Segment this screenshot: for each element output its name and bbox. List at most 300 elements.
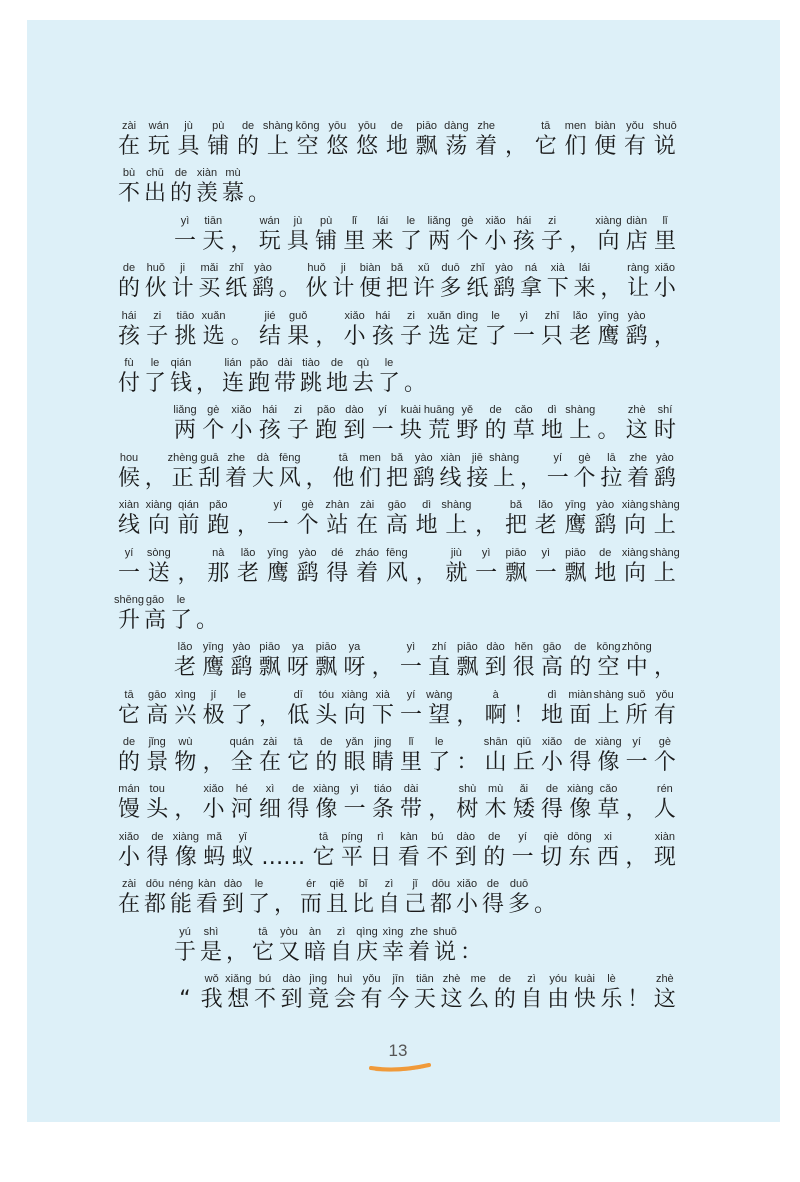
pinyin: yōu [328, 120, 347, 132]
hanzi: 老 [534, 513, 557, 539]
hanzi: 个 [573, 465, 596, 491]
punctuation-mark: 。 [230, 323, 253, 349]
text-line [114, 592, 677, 639]
pinyin: xiǎo [485, 214, 506, 227]
character-with-pinyin [399, 213, 423, 255]
pinyin: zhè [627, 404, 646, 417]
punctuation-mark: ， [230, 228, 253, 254]
character-with-pinyin [314, 687, 338, 729]
hanzi: 上 [445, 513, 468, 539]
punctuation-mark: ， [504, 134, 527, 159]
character-with-pinyin [568, 687, 592, 729]
pinyin: yīng [565, 499, 586, 512]
pinyin: de [320, 736, 333, 749]
text-line [117, 260, 677, 307]
hanzi: 的 [117, 750, 140, 776]
hanzi: 玩 [147, 134, 170, 159]
character-with-pinyin [358, 260, 382, 302]
punctuation-mark: ， [456, 702, 479, 728]
pinyin: bǎ [390, 451, 404, 464]
pinyin: kōng [596, 641, 621, 654]
pinyin: jù [293, 214, 303, 227]
character-with-pinyin [621, 639, 652, 681]
pinyin: de [292, 783, 305, 796]
character-with-pinyin [371, 781, 395, 823]
character-with-pinyin [493, 971, 517, 1013]
hanzi: 老 [569, 323, 592, 349]
character-with-pinyin [455, 876, 479, 918]
character-with-pinyin [206, 118, 230, 160]
character-with-pinyin [399, 734, 423, 776]
pinyin: yí [553, 451, 563, 464]
hanzi: 不 [426, 844, 449, 870]
punctuation [512, 687, 536, 729]
pinyin: zì [336, 925, 346, 938]
pinyin: yào [298, 546, 317, 559]
hanzi: 跑 [207, 513, 230, 539]
hanzi: 比 [351, 892, 374, 918]
character-with-pinyin [117, 781, 141, 823]
character-with-pinyin [625, 308, 649, 350]
character-with-pinyin [343, 308, 367, 350]
character-with-pinyin [546, 260, 570, 302]
pinyin: yào [596, 499, 615, 512]
hanzi: 来 [573, 276, 596, 302]
pinyin: yōu [358, 120, 376, 132]
character-with-pinyin [540, 308, 564, 350]
pinyin: jing [374, 736, 392, 749]
character-with-pinyin [329, 924, 353, 966]
hanzi: 里 [400, 750, 423, 776]
punctuation [229, 213, 253, 255]
pinyin: kōng [295, 120, 320, 132]
character-with-pinyin [599, 450, 623, 492]
character-with-pinyin [465, 260, 489, 302]
punctuation-mark: 。 [597, 418, 620, 444]
character-with-pinyin [429, 876, 453, 918]
character-with-pinyin [653, 687, 677, 729]
character-with-pinyin [534, 545, 558, 587]
hanzi: 一 [399, 655, 422, 681]
character-with-pinyin [258, 639, 282, 681]
text-line [117, 450, 677, 497]
hanzi: 在 [117, 134, 140, 159]
character-with-pinyin [286, 213, 310, 255]
pinyin: shuō [652, 120, 677, 132]
pinyin: dé [331, 546, 344, 559]
pinyin: piāo [565, 546, 586, 559]
hanzi: 结 [259, 323, 282, 349]
hanzi: 不 [253, 987, 276, 1013]
pinyin: zì [527, 973, 536, 986]
character-with-pinyin [117, 355, 141, 397]
character-with-pinyin [143, 592, 167, 634]
character-with-pinyin [427, 639, 451, 681]
character-with-pinyin [145, 687, 169, 729]
pinyin: zhǐ [470, 262, 485, 275]
hanzi: 切 [540, 844, 563, 870]
pinyin: dì [422, 499, 432, 512]
pinyin: xiàn [118, 499, 140, 512]
character-with-pinyin [342, 639, 366, 681]
punctuation-mark: ！ [627, 987, 650, 1013]
pinyin: xiàng [621, 546, 649, 559]
character-with-pinyin [413, 971, 437, 1013]
pinyin: pǎo [316, 404, 336, 417]
punctuation [177, 545, 201, 587]
pinyin: xiǎo [654, 262, 676, 275]
pinyin: de [122, 736, 136, 749]
text-line [117, 355, 677, 402]
character-with-pinyin [201, 213, 225, 255]
character-with-pinyin [305, 260, 329, 302]
character-with-pinyin [600, 971, 624, 1013]
pinyin: ya [348, 641, 361, 654]
pinyin: yào [254, 262, 272, 275]
hanzi: 下 [546, 276, 569, 302]
pinyin: yì [406, 641, 416, 654]
character-with-pinyin [277, 924, 301, 966]
punctuation [371, 639, 395, 681]
hanzi: 又 [277, 939, 300, 965]
hanzi: 慕 [221, 181, 244, 207]
pinyin: xuǎn [427, 309, 452, 322]
hanzi: 向 [624, 513, 647, 539]
hanzi: 野 [456, 418, 479, 444]
character-with-pinyin [173, 213, 197, 255]
hanzi: 上 [493, 465, 516, 491]
pinyin: zhèng [167, 451, 198, 464]
hanzi: 孩 [117, 323, 140, 349]
punctuation-mark: 。 [403, 370, 426, 396]
hanzi: 天 [202, 228, 225, 254]
character-with-pinyin [343, 687, 367, 729]
text-line [117, 545, 680, 592]
pinyin: yào [414, 451, 433, 464]
character-with-pinyin [626, 450, 650, 492]
hanzi: 个 [296, 513, 319, 539]
character-with-pinyin [512, 213, 536, 255]
hanzi: 纸 [466, 276, 489, 302]
punctuation-mark: ， [259, 702, 282, 728]
character-with-pinyin [143, 876, 167, 918]
hanzi: 送 [147, 560, 170, 586]
character-with-pinyin [593, 118, 617, 160]
pinyin: fēng [279, 451, 301, 464]
hanzi: 细 [259, 797, 282, 823]
pinyin: zhí [431, 641, 447, 654]
hanzi: 刮 [198, 465, 221, 491]
hanzi: 今 [387, 987, 410, 1013]
pinyin: yào [232, 641, 251, 654]
hanzi: 孩 [371, 323, 394, 349]
hanzi: 小 [484, 228, 507, 254]
character-with-pinyin [197, 260, 221, 302]
hanzi: 一 [400, 702, 423, 728]
character-with-pinyin [360, 971, 384, 1013]
pinyin: à [492, 688, 499, 701]
character-with-pinyin [343, 734, 367, 776]
character-with-pinyin [484, 734, 508, 776]
character-with-pinyin [173, 734, 197, 776]
character-with-pinyin [371, 402, 395, 444]
pinyin: de [498, 973, 511, 986]
hanzi: 便 [359, 276, 382, 302]
pinyin: huāng [423, 404, 455, 417]
punctuation-mark: ！ [512, 702, 535, 728]
pinyin: shàng [262, 120, 293, 132]
hanzi: 那 [207, 560, 230, 586]
hanzi: 孩 [258, 418, 281, 444]
character-with-pinyin [258, 213, 282, 255]
pinyin: qián [170, 356, 192, 369]
pinyin: jiē [471, 451, 483, 464]
hanzi: 高 [541, 655, 564, 681]
pinyin: de [488, 830, 501, 843]
pinyin: cǎo [599, 783, 618, 796]
hanzi: 全 [230, 750, 253, 776]
pinyin: yǎn [345, 736, 364, 749]
pinyin: qiè [543, 830, 559, 843]
hanzi: 了 [428, 750, 451, 776]
pinyin: bú [431, 830, 444, 843]
hanzi: 定 [456, 323, 479, 349]
hanzi: 线 [439, 465, 462, 491]
character-with-pinyin [484, 687, 508, 729]
punctuation-mark: ， [653, 323, 676, 349]
hanzi: 到 [454, 844, 477, 870]
character-with-pinyin [167, 450, 198, 492]
hanzi: 所 [625, 702, 648, 728]
hanzi: 它 [117, 702, 140, 728]
character-with-pinyin [355, 118, 379, 160]
character-with-pinyin [653, 971, 677, 1013]
pinyin: kuài [400, 404, 421, 417]
character-with-pinyin [433, 924, 457, 966]
pinyin: yì [180, 214, 190, 227]
pinyin: tiāo [176, 309, 195, 322]
character-with-pinyin [325, 876, 349, 918]
pinyin: xià [550, 262, 565, 275]
character-with-pinyin [653, 118, 677, 160]
hanzi: 去 [351, 370, 374, 396]
hanzi: 的 [569, 655, 592, 681]
character-with-pinyin [351, 876, 375, 918]
hanzi: 面 [569, 702, 592, 728]
character-with-pinyin [230, 687, 254, 729]
character-with-pinyin [200, 971, 224, 1013]
character-with-pinyin [484, 402, 508, 444]
punctuation [455, 734, 479, 776]
hanzi: 飘 [258, 655, 281, 681]
hanzi: 条 [371, 797, 394, 823]
character-with-pinyin [117, 260, 141, 302]
hanzi: 玩 [258, 228, 281, 254]
character-with-pinyin [351, 355, 375, 397]
hanzi: 上 [569, 418, 592, 444]
pinyin: dào [456, 830, 475, 843]
character-with-pinyin [258, 781, 282, 823]
pinyin: de [330, 356, 344, 369]
pinyin: miàn [568, 688, 593, 701]
pinyin: lǎo [240, 546, 256, 559]
pinyin: yí [124, 546, 134, 559]
pinyin: kàn [400, 830, 418, 843]
hanzi: 头 [315, 702, 338, 728]
hanzi: 飘 [315, 655, 338, 681]
character-with-pinyin [520, 971, 544, 1013]
hanzi: 说 [653, 134, 676, 159]
character-with-pinyin [653, 734, 677, 776]
punctuation [626, 971, 650, 1013]
pinyin: diàn [626, 214, 648, 227]
character-with-pinyin [377, 876, 401, 918]
character-with-pinyin [399, 308, 423, 350]
character-with-pinyin [325, 118, 349, 160]
character-with-pinyin [504, 545, 528, 587]
hanzi: 线 [117, 513, 140, 539]
character-with-pinyin [251, 450, 275, 492]
character-with-pinyin [258, 308, 282, 350]
hanzi: 铺 [315, 228, 338, 254]
pinyin: àn [308, 925, 322, 938]
hanzi: 树 [456, 797, 479, 823]
hanzi: 山 [484, 750, 507, 776]
punctuation [597, 402, 621, 444]
hanzi: 的 [169, 181, 192, 207]
punctuation-mark: ， [519, 465, 542, 491]
character-with-pinyin [512, 734, 536, 776]
hanzi: 说 [433, 939, 456, 965]
punctuation [314, 308, 338, 350]
hanzi: 的 [237, 134, 260, 159]
character-with-pinyin [573, 260, 597, 302]
pinyin: píng [341, 830, 363, 843]
hanzi: 得 [569, 750, 592, 776]
pinyin: zhè [655, 973, 674, 986]
hanzi: 子 [400, 323, 423, 349]
pinyin: yú [179, 925, 191, 938]
pinyin: xiàng [145, 499, 172, 512]
character-with-pinyin [440, 971, 464, 1013]
hanzi: 风 [385, 560, 408, 586]
hanzi: 一 [117, 560, 140, 586]
hanzi: 一 [343, 797, 366, 823]
character-with-pinyin [626, 260, 650, 302]
pinyin: gāo [387, 499, 407, 512]
hanzi: 一 [512, 323, 535, 349]
pinyin: de [241, 120, 255, 132]
pinyin: guǒ [289, 309, 308, 322]
pinyin: ǎi [519, 783, 529, 796]
punctuation [225, 924, 249, 966]
pinyin: jù [184, 120, 193, 132]
character-with-pinyin [258, 734, 282, 776]
pinyin: gè [461, 214, 474, 227]
hanzi: 是 [199, 939, 222, 965]
character-with-pinyin [484, 781, 508, 823]
hanzi: 景 [146, 750, 169, 776]
pinyin: dōu [431, 878, 451, 891]
hanzi: 伙 [305, 276, 328, 302]
pinyin: zháo [355, 546, 380, 559]
pinyin: ràng [627, 262, 650, 275]
pinyin: zài [262, 736, 278, 749]
character-with-pinyin [653, 260, 677, 302]
character-with-pinyin [117, 829, 141, 871]
text-line [117, 497, 680, 544]
pinyin: dàng [444, 120, 469, 132]
pinyin: hou [119, 451, 139, 464]
hanzi: 看 [397, 844, 420, 870]
hanzi: 子 [286, 418, 309, 444]
punctuation-mark: 。 [278, 276, 301, 302]
hanzi: 到 [280, 987, 303, 1013]
character-with-pinyin [303, 924, 327, 966]
pinyin: yóu [549, 973, 568, 986]
pinyin: rén [656, 783, 673, 796]
character-with-pinyin [597, 213, 621, 255]
pinyin: néng [168, 878, 194, 891]
pinyin: le [237, 688, 247, 701]
character-with-pinyin [340, 829, 364, 871]
pinyin: xiàng [595, 214, 622, 227]
character-with-pinyin [201, 402, 225, 444]
paragraph [117, 639, 677, 923]
hanzi: 时 [653, 418, 676, 444]
pinyin: huì [337, 973, 353, 986]
pinyin: shuō [433, 925, 457, 938]
pinyin: xiàng [595, 736, 622, 749]
pinyin: duō [441, 262, 460, 275]
character-with-pinyin [489, 450, 520, 492]
character-with-pinyin [540, 781, 564, 823]
character-with-pinyin [573, 971, 597, 1013]
pinyin: tā [338, 451, 348, 464]
page-number-underline-decoration [368, 1060, 432, 1074]
hanzi: 在 [356, 513, 379, 539]
pinyin: lǐ [351, 214, 357, 227]
pinyin: xìng [382, 925, 404, 938]
pinyin: huǒ [307, 262, 326, 275]
hanzi: 有 [360, 987, 383, 1013]
pinyin: xiàn [440, 451, 461, 464]
pinyin: tiān [204, 214, 223, 227]
hanzi: 个 [202, 418, 225, 444]
punctuation [236, 497, 260, 539]
pinyin: xiàn [654, 830, 675, 843]
punctuation-mark: ， [144, 465, 167, 491]
pinyin: ná [524, 262, 538, 275]
character-with-pinyin [397, 829, 421, 871]
character-with-pinyin [251, 260, 275, 302]
character-with-pinyin [371, 734, 395, 776]
punctuation-mark: “ [179, 987, 191, 1013]
character-with-pinyin [439, 450, 463, 492]
pinyin: bǎ [390, 262, 404, 275]
hanzi: 鹞 [625, 323, 648, 349]
hanzi: 鹰 [597, 323, 620, 349]
pinyin: kàn [198, 878, 216, 891]
character-with-pinyin [546, 971, 570, 1013]
hanzi: 得 [326, 560, 349, 586]
hanzi: 得 [481, 892, 504, 918]
pinyin: gāo [148, 688, 167, 701]
hanzi: 看 [195, 892, 218, 918]
punctuation-mark: ， [202, 750, 225, 776]
hanzi: 到 [221, 892, 244, 918]
pinyin: dōng [567, 830, 592, 843]
